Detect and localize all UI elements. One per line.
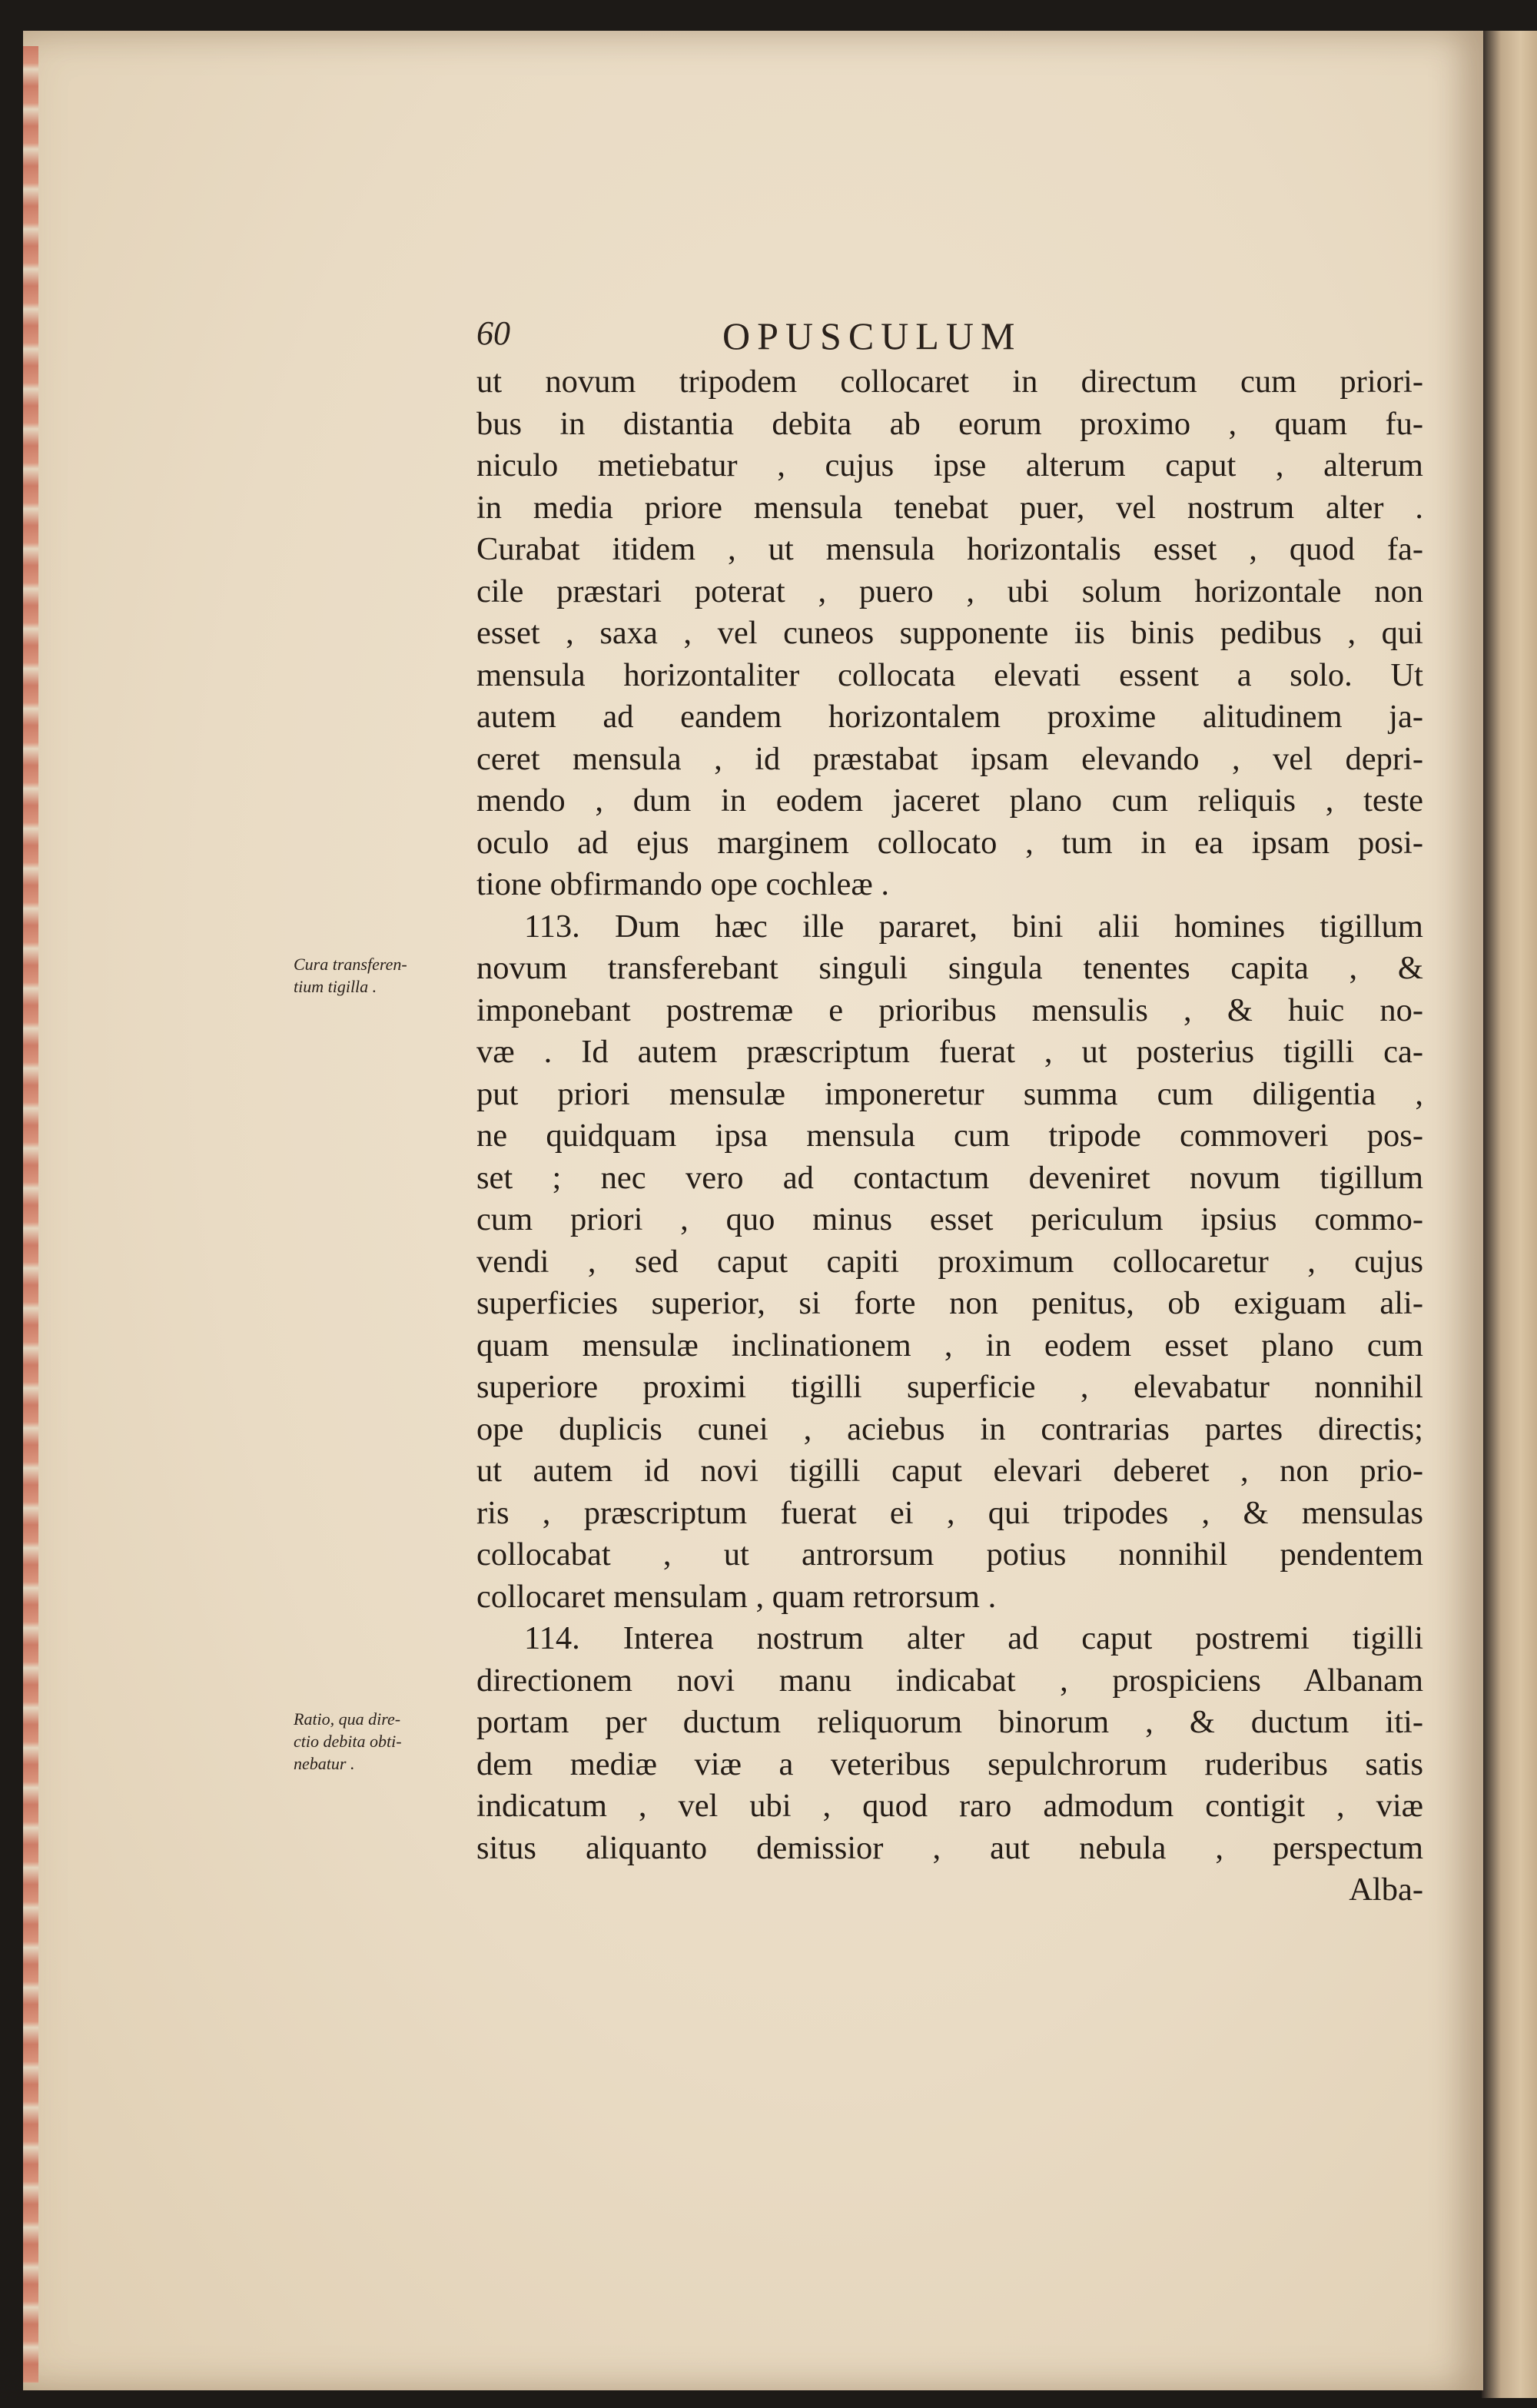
text-line: oculo ad ejus marginem collocato , tum in ea ipsam posi- (476, 824, 1423, 861)
text-line: set ; nec vero ad contactum deveniret novum tigillum (476, 1159, 1423, 1196)
text-line: ne quidquam ipsa mensula cum tripode commoveri pos- (476, 1118, 1423, 1154)
text-line: mendo , dum in eodem jaceret plano cum reliquis , teste (476, 782, 1423, 819)
text-line: put priori mensulæ imponeretur summa cum diligentia , (476, 1075, 1423, 1112)
catchword: Alba- (1349, 1872, 1423, 1908)
text-line: væ . Id autem præscriptum fuerat , ut posterius tigilli ca- (476, 1034, 1423, 1070)
text-line: imponebant postremæ e prioribus mensulis , & huic no- (476, 991, 1423, 1028)
text-line: mensula horizontaliter collocata elevati essent a solo. Ut (476, 656, 1423, 693)
text-line: esset , saxa , vel cuneos supponente iis binis pedibus , qui (476, 615, 1423, 651)
text-line: cile præstari poterat , puero , ubi solum horizontale non (476, 573, 1423, 609)
text-line: niculo metiebatur , cujus ipse alterum caput , alterum (476, 447, 1423, 483)
text-line: quam mensulæ inclinationem , in eodem esset plano cum (476, 1327, 1423, 1363)
text-line: dem mediæ viæ a veteribus sepulchrorum ruderibus satis (476, 1745, 1423, 1782)
text-line: in media priore mensula tenebat puer, vel nostrum alter . (476, 489, 1423, 526)
text-line: novum transferebant singuli singula tenentes capita , & (476, 950, 1423, 986)
text-line: ut autem id novi tigilli caput elevari deberet , non prio- (476, 1453, 1423, 1489)
text-line: vendi , sed caput capiti proximum collocaretur , cujus (476, 1243, 1423, 1280)
margin-note-line: Cura transferen- (294, 955, 407, 974)
margin-note (294, 1708, 470, 1775)
text-line: bus in distantia debita ab eorum proximo , quam fu- (476, 405, 1423, 442)
margin-note-line: tium tigilla . (294, 977, 377, 996)
running-title: OPUSCULUM (722, 314, 1022, 357)
text-line: collocabat , ut antrorsum potius nonnihil pendentem (476, 1536, 1423, 1573)
text-line: superficies superior, si forte non penitus, ob exiguam ali- (476, 1285, 1423, 1321)
text-line: collocaret mensulam , quam retrorsum . (476, 1578, 997, 1615)
text-line: 113. Dum hæc ille pararet, bini alii homines tigillum (524, 908, 1423, 945)
text-line: directionem novi manu indicabat , prospiciens Albanam (476, 1662, 1423, 1699)
text-line: autem ad eandem horizontalem proxime alitudinem ja- (476, 699, 1423, 735)
text-line: indicatum , vel ubi , quod raro admodum contigit , viæ (476, 1788, 1423, 1824)
text-line: ut novum tripodem collocaret in directum cum priori- (476, 364, 1423, 400)
page-edge (1482, 31, 1537, 2398)
text-line: cum priori , quo minus esset periculum ipsius commo- (476, 1201, 1423, 1237)
text-line: portam per ductum reliquorum binorum , & ductum iti- (476, 1704, 1423, 1740)
margin-note-line: Ratio, qua dire- (294, 1709, 401, 1729)
body-text (476, 361, 1423, 1911)
text-line: ris , præscriptum fuerat ei , qui tripodes , & mensulas (476, 1494, 1423, 1531)
text-line: ceret mensula , id præstabat ipsam elevando , vel depri- (476, 740, 1423, 777)
margin-note (294, 953, 470, 998)
text-line: situs aliquanto demissior , aut nebula , perspectum (476, 1829, 1423, 1866)
text-line: superiore proximi tigilli superficie , elevabatur nonnihil (476, 1369, 1423, 1405)
page-number: 60 (476, 314, 510, 352)
text-line: Curabat itidem , ut mensula horizontalis esset , quod fa- (476, 531, 1423, 567)
red-page-edge (23, 46, 38, 2383)
margin-note-line: ctio debita obti- (294, 1732, 402, 1751)
page-header (476, 314, 1422, 361)
text-line: 114. Interea nostrum alter ad caput postremi tigilli (524, 1620, 1423, 1656)
text-line: tione obfirmando ope cochleæ . (476, 866, 889, 902)
text-line: ope duplicis cunei , aciebus in contrarias partes directis; (476, 1410, 1423, 1447)
margin-note-line: nebatur . (294, 1754, 355, 1773)
